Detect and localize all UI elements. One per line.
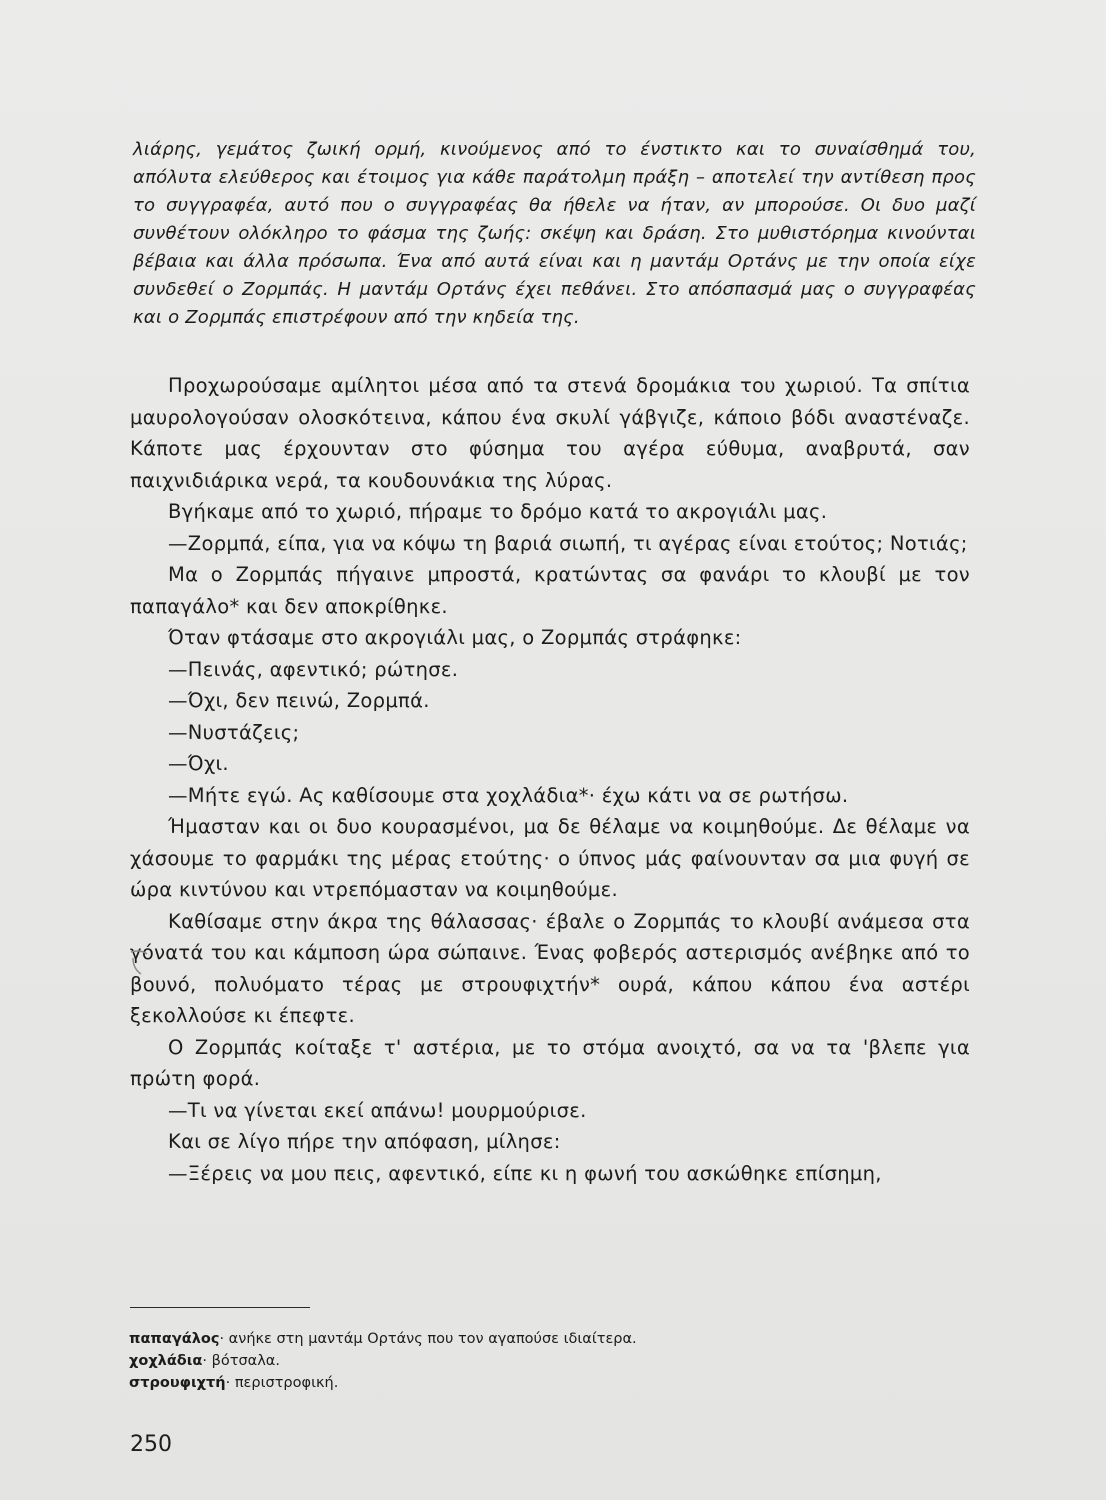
footnote: [129, 1372, 829, 1394]
dialogue-line: —Τι να γίνεται εκεί απάνω! μουρμούρισε.: [168, 1098, 587, 1122]
footnote-separator-dot: ·: [225, 1375, 231, 1391]
main-text: [130, 370, 970, 1189]
intro-text: λιάρης, γεμάτος ζωική ορμή, κινούμενος από το ένστικτο και το συναίσθημά του, απόλυτα ελεύθερος και έτοιμος για κάθε παράτολμη πράξη – αποτελεί την αντίθεση προς το συγγραφέα, αυτό που ο συγγραφέας θα ήθελε να ήταν, αν μπορούσε. Οι δυο μαζί συνθέτουν ολόκληρο το φάσμα της ζωής: σκέψη και δράση. Στο μυθιστόρημα κινούνται βέβαια και άλλα πρόσωπα. Ένα από αυτά είναι και η μαντάμ Ορτάνς με την οποία είχε συνδεθεί ο Ζορμπάς. Η μαντάμ Ορτάνς έχει πεθάνει. Στο απόσπασμά μας ο συγγραφέας και ο Ζορμπάς επιστρέφουν από την κηδεία της.: [133, 139, 976, 328]
dialogue-line: —Ξέρεις να μου πεις, αφεντικό, είπε κι η φωνή του ασκώθηκε επίσημη,: [168, 1161, 882, 1185]
paragraph: Καθίσαμε στην άκρα της θάλασσας· έβαλε ο Ζορμπάς το κλουβί ανάμεσα στα γόνατά του και κάμποση ώρα σώπαινε. Ένας φοβερός αστερισμός ανέβηκε από το βουνό, πολυόματο τέρας με στρουφιχτήν* ουρά, κάπου κάπου ένα αστέρι ξεκολλούσε κι έπεφτε.: [130, 909, 970, 1027]
footnote-separator-dot: ·: [219, 1331, 225, 1347]
footnote-text: περιστροφική.: [230, 1375, 339, 1391]
paragraph: Ήμασταν και οι δυο κουρασμένοι, μα δε θέλαμε να κοιμηθούμε. Δε θέλαμε να χάσουμε το φαρμάκι της μέρας ετούτης· ο ύπνος μάς φαίνουνταν σα μια φυγή σε ώρα κιντύνου και ντρεπόμασταν να κοιμηθούμε.: [130, 815, 970, 901]
footnote-term: παπαγάλος: [129, 1331, 220, 1347]
footnote-separator-dot: ·: [202, 1353, 207, 1369]
footnote: [129, 1350, 829, 1372]
footnote-text: ανήκε στη μαντάμ Ορτάνς που τον αγαπούσε ιδιαίτερα.: [224, 1331, 637, 1347]
introduction-italic-paragraph: [133, 136, 976, 332]
pencil-margin-mark-icon: [127, 948, 151, 978]
dialogue-line: —Ζορμπά, είπα, για να κόψω τη βαριά σιωπή, τι αγέρας είναι ετούτος; Νοτιάς;: [168, 531, 968, 555]
footnote-term: στρουφιχτή: [129, 1375, 226, 1391]
footnote: [129, 1328, 829, 1350]
paragraph: Και σε λίγο πήρε την απόφαση, μίλησε:: [168, 1130, 561, 1153]
footnote-separator: [130, 1307, 310, 1308]
paragraph: Βγήκαμε από το χωριό, πήραμε το δρόμο κατά το ακρογιάλι μας.: [168, 500, 828, 523]
footnote-term: χοχλάδια: [129, 1353, 203, 1369]
dialogue-line: —Όχι, δεν πεινώ, Ζορμπά.: [168, 689, 430, 712]
paragraph: Μα ο Ζορμπάς πήγαινε μπροστά, κρατώντας σα φανάρι το κλουβί με τον παπαγάλο* και δεν αποκρίθηκε.: [130, 563, 970, 618]
dialogue-line: —Μήτε εγώ. Ας καθίσουμε στα χοχλάδια*· έχω κάτι να σε ρωτήσω.: [168, 783, 849, 807]
paragraph: Όταν φτάσαμε στο ακρογιάλι μας, ο Ζορμπάς στράφηκε:: [168, 626, 742, 649]
footnote-text: βότσαλα.: [207, 1353, 280, 1369]
page-number: 250: [130, 1432, 172, 1457]
dialogue-line: —Νυστάζεις;: [168, 720, 300, 744]
dialogue-line: —Όχι.: [168, 752, 229, 775]
footnotes: [129, 1328, 829, 1394]
paragraph: Προχωρούσαμε αμίλητοι μέσα από τα στενά δρομάκια του χωριού. Τα σπίτια μαυρολογούσαν ολοσκότεινα, κάπου ένα σκυλί γάβγιζε, κάποιο βόδι αναστέναζε. Κάποτε μας έρχουνταν στο φύσημα του αγέρα εύθυμα, αναβρυτά, σαν παιχνιδιάρικα νερά, τα κουδουνάκια της λύρας.: [130, 374, 970, 492]
paragraph: Ο Ζορμπάς κοίταξε τ' αστέρια, με το στόμα ανοιχτό, σα να τα 'βλεπε για πρώτη φορά.: [130, 1035, 970, 1090]
dialogue-line: —Πεινάς, αφεντικό; ρώτησε.: [168, 657, 459, 681]
